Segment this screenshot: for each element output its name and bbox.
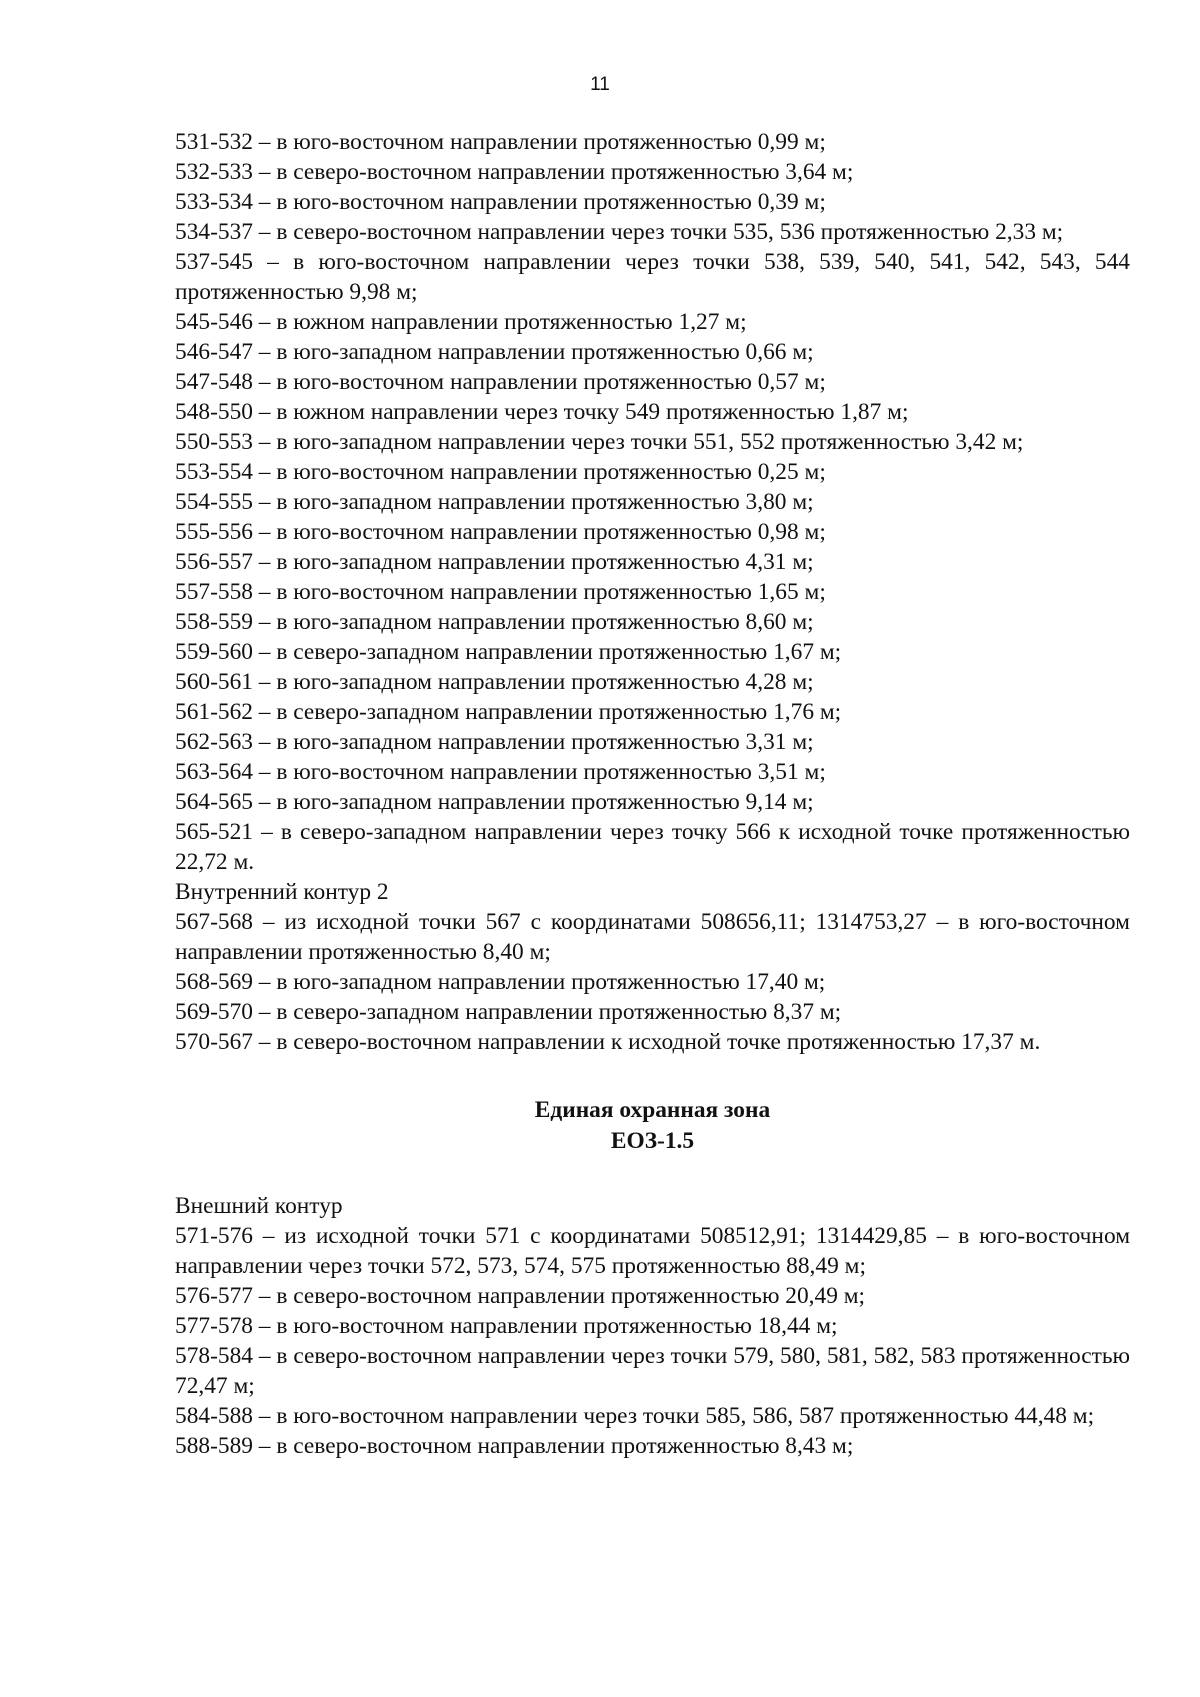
boundary-description-top — [175, 127, 1130, 1057]
contour-label: Внешний контур — [175, 1193, 343, 1219]
paragraph-line: 537-545 – в юго-восточном направлении через точки 538, 539, 540, 541, 542, 543, 544 протяженностью 9,98 м; — [175, 249, 1130, 305]
paragraph-line: 577-578 – в юго-восточном направлении протяженностью 18,44 м; — [175, 1313, 838, 1339]
paragraph-line: 560-561 – в юго-западном направлении протяженностью 4,28 м; — [175, 669, 814, 695]
paragraph-line: 588-589 – в северо-восточном направлении протяженностью 8,43 м; — [175, 1433, 854, 1459]
paragraph-line: 571-576 – из исходной точки 571 с координатами 508512,91; 1314429,85 – в юго-восточном направлении через точки 572, 573, 574, 575 протяженностью 88,49 м; — [175, 1223, 1130, 1279]
paragraph-line: 531-532 – в юго-восточном направлении протяженностью 0,99 м; — [175, 129, 826, 155]
paragraph-line: 567-568 – из исходной точки 567 с координатами 508656,11; 1314753,27 – в юго-восточном направлении протяженностью 8,40 м; — [175, 909, 1130, 965]
paragraph-line: 555-556 – в юго-восточном направлении протяженностью 0,98 м; — [175, 519, 826, 545]
paragraph-line: 548-550 – в южном направлении через точку 549 протяженностью 1,87 м; — [175, 399, 909, 425]
paragraph-line: 545-546 – в южном направлении протяженностью 1,27 м; — [175, 309, 747, 335]
paragraph-line: 534-537 – в северо-восточном направлении через точки 535, 536 протяженностью 2,33 м; — [175, 219, 1064, 245]
paragraph-line: 556-557 – в юго-западном направлении протяженностью 4,31 м; — [175, 549, 814, 575]
boundary-description-bottom — [175, 1191, 1130, 1461]
section-heading — [175, 1095, 1130, 1157]
paragraph-line: 550-553 – в юго-западном направлении через точки 551, 552 протяженностью 3,42 м; — [175, 429, 1024, 455]
paragraph-line: 546-547 – в юго-западном направлении протяженностью 0,66 м; — [175, 339, 814, 365]
paragraph-line: 557-558 – в юго-восточном направлении протяженностью 1,65 м; — [175, 579, 826, 605]
paragraph-line: 547-548 – в юго-восточном направлении протяженностью 0,57 м; — [175, 369, 826, 395]
section-heading-title: Единая охранная зона — [534, 1097, 771, 1123]
paragraph-line: 570-567 – в северо-восточном направлении к исходной точке протяженностью 17,37 м. — [175, 1029, 1041, 1055]
paragraph-line: 559-560 – в северо-западном направлении протяженностью 1,67 м; — [175, 639, 842, 665]
paragraph-line: 568-569 – в юго-западном направлении протяженностью 17,40 м; — [175, 969, 826, 995]
paragraph-line: 578-584 – в северо-восточном направлении через точки 579, 580, 581, 582, 583 протяженностью 72,47 м; — [175, 1343, 1130, 1399]
paragraph-line: 561-562 – в северо-западном направлении протяженностью 1,76 м; — [175, 699, 842, 725]
paragraph-line: 564-565 – в юго-западном направлении протяженностью 9,14 м; — [175, 789, 814, 815]
document-body — [175, 127, 1130, 1461]
paragraph-line: 532-533 – в северо-восточном направлении протяженностью 3,64 м; — [175, 159, 854, 185]
paragraph-line: 554-555 – в юго-западном направлении протяженностью 3,80 м; — [175, 489, 814, 515]
paragraph-line: 565-521 – в северо-западном направлении через точку 566 к исходной точке протяженностью 22,72 м. — [175, 819, 1130, 875]
contour-label: Внутренний контур 2 — [175, 879, 389, 905]
section-heading-code: ЕОЗ-1.5 — [610, 1128, 695, 1154]
page-number: 11 — [590, 74, 610, 95]
paragraph-line: 563-564 – в юго-восточном направлении протяженностью 3,51 м; — [175, 759, 826, 785]
paragraph-line: 569-570 – в северо-западном направлении протяженностью 8,37 м; — [175, 999, 842, 1025]
paragraph-line: 562-563 – в юго-западном направлении протяженностью 3,31 м; — [175, 729, 814, 755]
paragraph-line: 558-559 – в юго-западном направлении протяженностью 8,60 м; — [175, 609, 814, 635]
paragraph-line: 584-588 – в юго-восточном направлении через точки 585, 586, 587 протяженностью 44,48 м; — [175, 1403, 1095, 1429]
paragraph-line: 576-577 – в северо-восточном направлении протяженностью 20,49 м; — [175, 1283, 866, 1309]
paragraph-line: 553-554 – в юго-восточном направлении протяженностью 0,25 м; — [175, 459, 826, 485]
paragraph-line: 533-534 – в юго-восточном направлении протяженностью 0,39 м; — [175, 189, 826, 215]
